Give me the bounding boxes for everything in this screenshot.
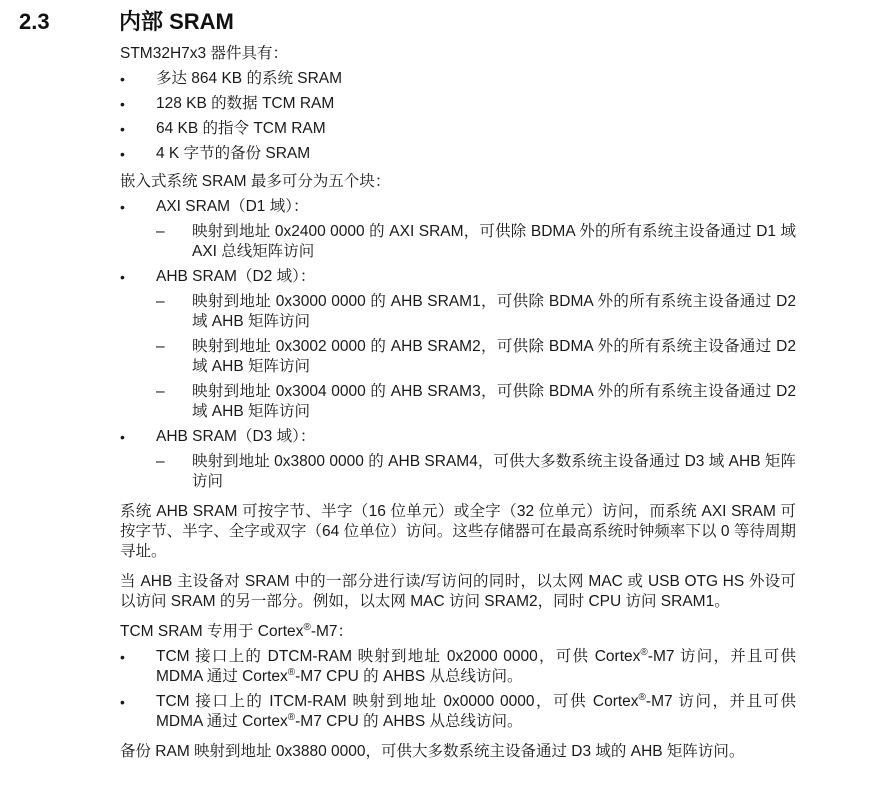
bullet-icon: • [120, 96, 125, 112]
registered-mark: ® [638, 692, 646, 703]
sublist-item: – 映射到地址 0x2400 0000 的 AXI SRAM，可供除 BDMA 外的所有系统主设备通过 D1 域 AXI 总线矩阵访问 [156, 223, 796, 260]
list-item-ahb-sram-d3 [120, 427, 796, 492]
tcm-list [120, 647, 796, 732]
registered-mark: ® [287, 667, 296, 678]
registered-mark: ® [640, 647, 648, 658]
list-item-ahb-sram-d2 [120, 267, 796, 422]
sublist-item: – 映射到地址 0x3004 0000 的 AHB SRAM3，可供除 BDMA 外的所有系统主设备通过 D2 域 AHB 矩阵访问 [156, 383, 796, 420]
list-item-axi-sram [120, 197, 796, 262]
list-item: • 多达 864 KB 的系统 SRAM [120, 70, 343, 87]
sublist-item: – 映射到地址 0x3000 0000 的 AHB SRAM1，可供除 BDMA 外的所有系统主设备通过 D2 域 AHB 矩阵访问 [156, 293, 796, 330]
bullet-icon: • [120, 121, 125, 137]
access-paragraph: 系统 AHB SRAM 可按字节、半字（16 位单元）或全字（32 位单元）访问，而系统 AXI SRAM 可按字节、半字、全字或双字（64 位单位）访问。这些存储器可在最高系统时钟频率下以 0 等待周期寻址。 [120, 503, 796, 560]
dash-icon: – [156, 223, 165, 240]
list-item: • 64 KB 的指令 TCM RAM [120, 120, 326, 137]
registered-mark: ® [287, 712, 296, 723]
dash-icon: – [156, 383, 165, 400]
ethernet-paragraph: 当 AHB 主设备对 SRAM 中的一部分进行读/写访问的同时，以太网 MAC 或 USB OTG HS 外设可以访问 SRAM 的另一部分。例如，以太网 MAC 访问 SRAM2，同时 CPU 访问 SRAM1。 [120, 573, 796, 610]
section-heading [19, 8, 234, 36]
list-item: • 128 KB 的数据 TCM RAM [120, 95, 335, 112]
section-title: 内部 SRAM [119, 9, 234, 34]
registered-mark: ® [303, 622, 311, 633]
sublist-item: – 映射到地址 0x3002 0000 的 AHB SRAM2，可供除 BDMA 外的所有系统主设备通过 D2 域 AHB 矩阵访问 [156, 338, 796, 375]
section-number: 2.3 [19, 9, 50, 34]
intro-text: STM32H7x3 器件具有： [120, 45, 288, 62]
dash-icon: – [156, 453, 165, 470]
bullet-icon: • [120, 199, 125, 215]
list-item: • 4 K 字节的备份 SRAM [120, 145, 311, 162]
dash-icon: – [156, 293, 165, 310]
sublist [156, 222, 796, 262]
backup-ram-paragraph: 备份 RAM 映射到地址 0x3880 0000，可供大多数系统主设备通过 D3 域的 AHB 矩阵访问。 [120, 743, 745, 760]
sublist-item: – 映射到地址 0x3800 0000 的 AHB SRAM4，可供大多数系统主设备通过 D3 域 AHB 矩阵访问 [156, 453, 796, 490]
bullet-icon: • [120, 269, 125, 285]
block-label: AHB SRAM（D3 域）： [156, 428, 316, 445]
dash-icon: – [156, 338, 165, 355]
bullet-icon: • [120, 649, 125, 665]
block-label: AHB SRAM（D2 域）： [156, 268, 316, 285]
blocks-intro-text: 嵌入式系统 SRAM 最多可分为五个块： [120, 173, 391, 190]
bullet-icon: • [120, 429, 125, 445]
bullet-icon: • [120, 71, 125, 87]
bullet-icon: • [120, 146, 125, 162]
sram-block-list [120, 197, 796, 492]
feature-list [120, 69, 796, 164]
tcm-intro-text: TCM SRAM 专用于 Cortex®-M7： [120, 622, 354, 640]
bullet-icon: • [120, 694, 125, 710]
list-item-itcm: • TCM 接口上的 ITCM-RAM 映射到地址 0x0000 0000，可供 Cortex®-M7 访问，并且可供 MDMA 通过 Cortex®-M7 CPU 的 AHBS 从总线访问。 [120, 692, 796, 730]
section-body [120, 44, 796, 762]
list-item-dtcm: • TCM 接口上的 DTCM-RAM 映射到地址 0x2000 0000，可供 Cortex®-M7 访问，并且可供 MDMA 通过 Cortex®-M7 CPU 的 AHBS 从总线访问。 [120, 647, 796, 685]
sublist [156, 292, 796, 422]
sublist [156, 452, 796, 492]
block-label: AXI SRAM（D1 域）： [156, 198, 309, 215]
